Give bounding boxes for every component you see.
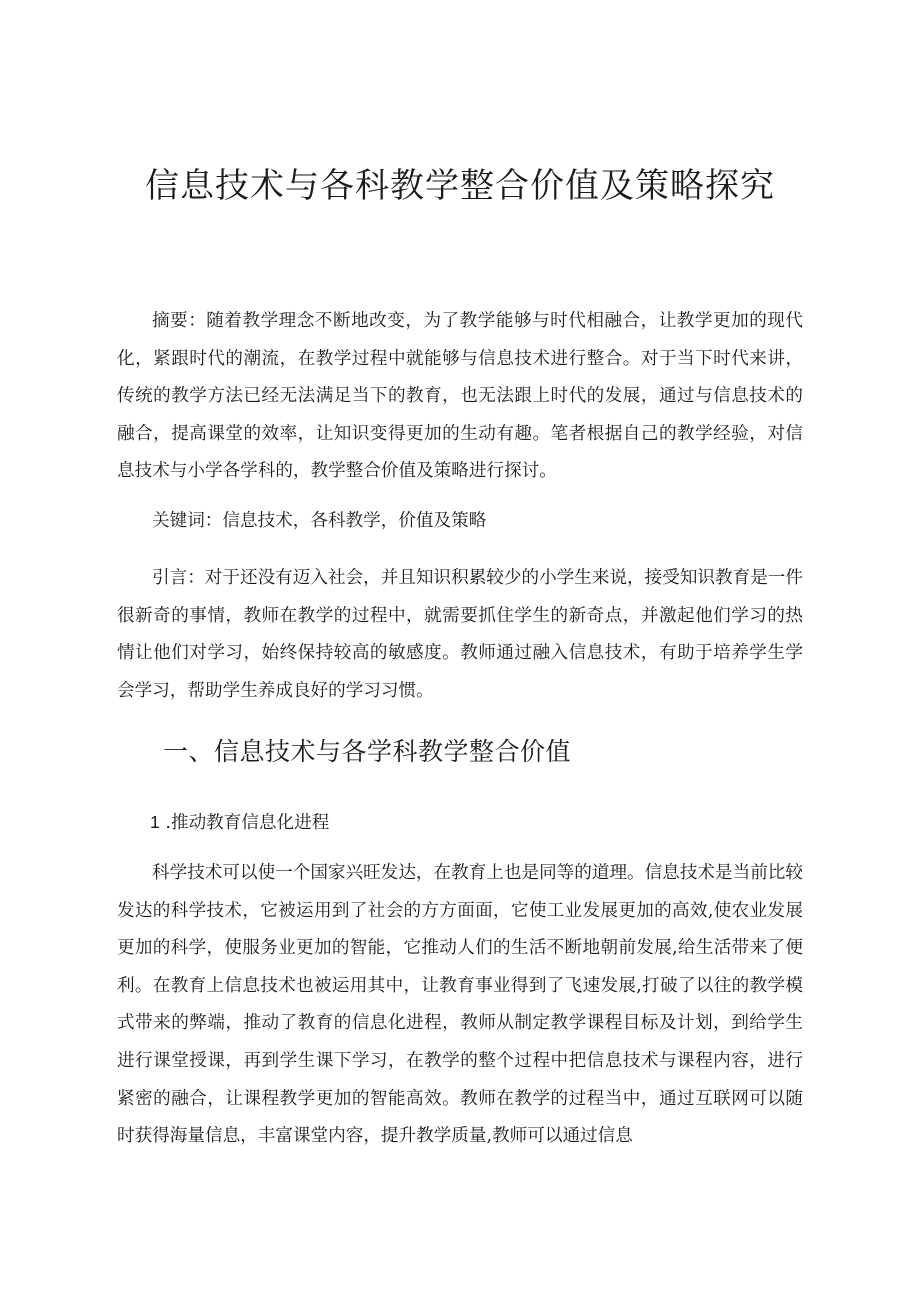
abstract-paragraph: 摘要：随着教学理念不断地改变，为了教学能够与时代相融合，让教学更加的现代化，紧跟时代的潮流，在教学过程中就能够与信息技术进行整合。对于当下时代来讲，传统的教学方法已经无法满足当下的教育，也无法跟上时代的发展，通过与信息技术的融合，提高课堂的效率，让知识变得更加的生动有趣。笔者根据自己的教学经验，对信息技术与小学各学科的，教学整合价值及策略进行探讨。 [117, 311, 803, 482]
subsection-title: .推动教育信息化进程 [165, 813, 330, 833]
document-title: 信息技术与各科教学整合价值及策略探究 [145, 166, 775, 206]
introduction-paragraph: 引言：对于还没有迈入社会，并且知识积累较少的小学生来说，接受知识教育是一件很新奇的事情，教师在教学的过程中，就需要抓住学生的新奇点，并激起他们学习的热情让他们对学习，始终保持较高的敏感度。教师通过融入信息技术，有助于培养学生学会学习，帮助学生养成良好的学习习惯。 [117, 568, 803, 701]
subsection-heading [150, 807, 329, 838]
subsection-number: 1 [150, 812, 160, 832]
section-heading: 一、信息技术与各学科教学整合价值 [163, 737, 572, 766]
keywords-paragraph: 关键词：信息技术，各科教学，价值及策略 [152, 511, 487, 531]
body-paragraph: 科学技术可以使一个国家兴旺发达，在教育上也是同等的道理。信息技术是当前比较发达的科学技术，它被运用到了社会的方方面面，它使工业发展更加的高效,使农业发展更加的科学，使服务业更加的智能，它推动人们的生活不断地朝前发展,给生活带来了便利。在教育上信息技术也被运用其中，让教育事业得到了飞速发展,打破了以往的教学模式带来的弊端，推动了教育的信息化进程，教师从制定教学课程目标及计划，到给学生进行课堂授课，再到学生课下学习，在教学的整个过程中把信息技术与课程内容，进行紧密的融合，让课程教学更加的智能高效。教师在教学的过程当中，通过互联网可以随时获得海量信息，丰富课堂内容，提升教学质量,教师可以通过信息 [117, 863, 803, 1147]
